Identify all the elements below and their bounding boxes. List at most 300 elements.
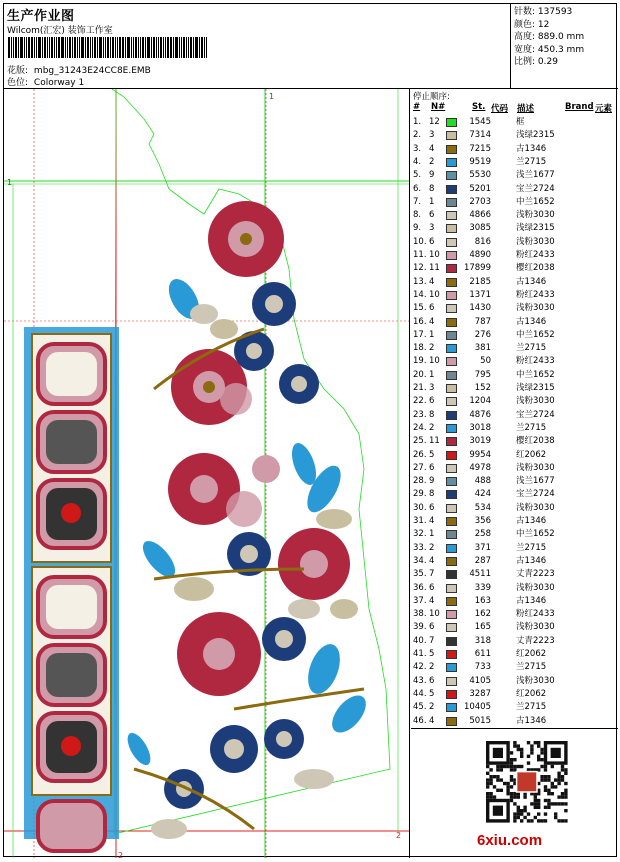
stitch-count: 1371 xyxy=(469,289,491,300)
color-swatch xyxy=(446,238,457,247)
color-swatch xyxy=(446,437,457,446)
sequence-index: 16. xyxy=(413,316,427,327)
sequence-index: 22. xyxy=(413,396,427,407)
needle-number: 12 xyxy=(429,117,440,127)
sequence-index: 25. xyxy=(413,436,427,447)
sequence-row xyxy=(411,329,618,342)
needle-number: 6 xyxy=(429,396,435,407)
stitch-count: 3019 xyxy=(469,436,491,447)
stitch-count: 258 xyxy=(474,529,491,540)
thread-description: 兰2715 xyxy=(516,422,547,433)
needle-number: 8 xyxy=(429,409,435,420)
needle-number: 5 xyxy=(429,688,435,699)
needle-number: 6 xyxy=(429,236,435,247)
color-swatch xyxy=(446,118,457,127)
stitch-count: 1545 xyxy=(469,117,491,127)
sequence-index: 37. xyxy=(413,595,427,606)
color-swatch xyxy=(446,623,457,632)
watermark-dot: . xyxy=(507,832,512,849)
color-swatch xyxy=(446,211,457,220)
sequence-index: 19. xyxy=(413,356,427,367)
stitch-count: 4511 xyxy=(469,569,491,580)
thread-description: 丈青2223 xyxy=(516,635,555,646)
spec-height: 高度: 889.0 mm xyxy=(514,32,585,43)
thread-description: 宝兰2724 xyxy=(516,183,555,194)
sequence-row xyxy=(411,715,618,728)
needle-number: 4 xyxy=(429,516,435,526)
colorway-row xyxy=(7,75,84,88)
color-swatch xyxy=(446,424,457,433)
stitch-count: 2703 xyxy=(469,196,491,207)
marker-2-bottom: 2 xyxy=(118,851,124,858)
needle-number: 2 xyxy=(429,662,435,673)
color-swatch xyxy=(446,490,457,499)
stitch-count: 787 xyxy=(474,316,491,327)
color-swatch xyxy=(446,318,457,327)
stitch-count: 9954 xyxy=(469,449,491,460)
sequence-row xyxy=(411,289,618,302)
sequence-row xyxy=(411,183,618,196)
sequence-row xyxy=(411,661,618,674)
stitch-count: 9519 xyxy=(469,156,491,167)
sequence-row xyxy=(411,249,618,262)
color-swatch xyxy=(446,384,457,393)
needle-number: 6 xyxy=(429,210,435,221)
needle-number: 4 xyxy=(429,555,435,566)
stitch-count: 371 xyxy=(474,542,491,553)
needle-number: 11 xyxy=(429,263,440,274)
thread-description: 红2062 xyxy=(516,688,547,699)
sequence-index: 1. xyxy=(413,117,422,127)
sequence-row xyxy=(411,542,618,555)
sequence-index: 20. xyxy=(413,369,427,380)
sequence-row xyxy=(411,382,618,395)
sequence-row xyxy=(411,422,618,435)
needle-number: 4 xyxy=(429,276,435,287)
stitch-count: 611 xyxy=(474,649,491,659)
sequence-index: 28. xyxy=(413,476,427,487)
stitch-count: 3018 xyxy=(469,422,491,433)
stitch-count: 1430 xyxy=(469,303,491,314)
thread-description: 粉红2433 xyxy=(516,356,555,367)
color-swatch xyxy=(446,357,457,366)
thread-description: 兰2715 xyxy=(516,662,547,673)
color-swatch xyxy=(446,131,457,140)
sequence-index: 41. xyxy=(413,649,427,659)
stitch-count: 339 xyxy=(474,582,491,593)
sequence-index: 32. xyxy=(413,529,427,540)
thread-description: 古1346 xyxy=(516,555,547,566)
sequence-index: 12. xyxy=(413,263,427,274)
color-swatch xyxy=(446,278,457,287)
stitch-count: 287 xyxy=(474,555,491,566)
thread-description: 宝兰2724 xyxy=(516,409,555,420)
needle-number: 3 xyxy=(429,223,435,234)
sequence-index: 36. xyxy=(413,582,427,593)
thread-description: 粉红2433 xyxy=(516,289,555,300)
thread-description: 浅兰1677 xyxy=(516,170,555,181)
thread-description: 古1346 xyxy=(516,595,547,606)
stitch-count: 4866 xyxy=(469,210,491,221)
stitch-count: 356 xyxy=(474,516,491,526)
sequence-row xyxy=(411,568,618,581)
stitch-count: 5201 xyxy=(469,183,491,194)
thread-description: 浅粉3030 xyxy=(516,502,555,513)
sequence-index: 9. xyxy=(413,223,422,234)
spec-width: 宽度: 450.3 mm xyxy=(514,44,585,55)
sequence-row xyxy=(411,595,618,608)
header-element: 元素 xyxy=(595,104,613,114)
needle-number: 2 xyxy=(429,156,435,167)
spec-stitches: 针数: 137593 xyxy=(514,7,573,17)
sequence-index: 17. xyxy=(413,329,427,340)
stitch-count: 17899 xyxy=(463,263,491,274)
thread-description: 浅粉3030 xyxy=(516,462,555,473)
sequence-row xyxy=(411,156,618,169)
marker-1-left: 1 xyxy=(7,178,13,187)
needle-number: 7 xyxy=(429,635,435,646)
thread-description: 兰2715 xyxy=(516,343,547,354)
sequence-index: 15. xyxy=(413,303,427,314)
barcode xyxy=(8,37,244,58)
sequence-row xyxy=(411,196,618,209)
color-swatch xyxy=(446,171,457,180)
stitch-count: 7314 xyxy=(469,130,491,141)
sequence-index: 43. xyxy=(413,675,427,686)
color-swatch xyxy=(446,198,457,207)
header-desc: 描述 xyxy=(517,104,535,114)
thread-description: 红2062 xyxy=(516,449,547,460)
needle-number: 1 xyxy=(429,529,435,540)
thread-description: 浅粉3030 xyxy=(516,210,555,221)
needle-number: 6 xyxy=(429,622,435,633)
color-swatch xyxy=(446,557,457,566)
sequence-row xyxy=(411,222,618,235)
color-swatch xyxy=(446,677,457,686)
needle-number: 9 xyxy=(429,476,435,487)
marker-2-right: 2 xyxy=(396,831,402,840)
stitch-count: 165 xyxy=(474,622,491,633)
medallions xyxy=(38,344,105,851)
color-swatch xyxy=(446,717,457,726)
stitch-count: 162 xyxy=(474,609,491,620)
sequence-row xyxy=(411,369,618,382)
watermark-tld: com xyxy=(511,832,543,849)
stitch-count: 3085 xyxy=(469,223,491,234)
needle-number: 3 xyxy=(429,383,435,393)
sequence-index: 18. xyxy=(413,343,427,354)
needle-number: 10 xyxy=(429,356,440,367)
sequence-index: 23. xyxy=(413,409,427,420)
sequence-row xyxy=(411,209,618,222)
stitch-count: 424 xyxy=(474,489,491,500)
needle-number: 1 xyxy=(429,369,435,380)
thread-description: 浅绿2315 xyxy=(516,223,555,234)
stitch-count: 381 xyxy=(474,343,491,354)
stitch-count: 3287 xyxy=(469,688,491,699)
sequence-index: 27. xyxy=(413,462,427,473)
sequence-row xyxy=(411,395,618,408)
thread-description: 红2062 xyxy=(516,649,547,659)
color-swatch xyxy=(446,185,457,194)
sequence-row xyxy=(411,116,618,129)
sequence-row xyxy=(411,582,618,595)
thread-description: 中兰1652 xyxy=(516,369,555,380)
marker-1-top: 1 xyxy=(269,92,275,101)
header-code: 代码 xyxy=(491,104,509,114)
sequence-index: 2. xyxy=(413,130,422,141)
stitch-count: 4890 xyxy=(469,250,491,260)
sequence-row xyxy=(411,435,618,448)
color-swatch xyxy=(446,530,457,539)
colorway-name: Colorway 1 xyxy=(33,78,85,88)
color-swatch xyxy=(446,570,457,579)
sequence-row xyxy=(411,635,618,648)
stitch-count: 5530 xyxy=(469,170,491,181)
sequence-index: 42. xyxy=(413,662,427,673)
sequence-index: 30. xyxy=(413,502,427,513)
embroidery-preview xyxy=(4,89,410,858)
sequence-index: 13. xyxy=(413,276,427,287)
stitch-count: 50 xyxy=(480,356,491,367)
needle-number: 2 xyxy=(429,702,435,713)
color-swatch xyxy=(446,451,457,460)
needle-number: 5 xyxy=(429,649,435,659)
sequence-row xyxy=(411,316,618,329)
sequence-row xyxy=(411,502,618,515)
stitch-count: 276 xyxy=(474,329,491,340)
color-swatch xyxy=(446,251,457,260)
thread-description: 古1346 xyxy=(516,276,547,287)
sequence-row xyxy=(411,528,618,541)
needle-number: 6 xyxy=(429,582,435,593)
thread-description: 古1346 xyxy=(516,143,547,154)
stitch-count: 4978 xyxy=(469,462,491,473)
stitch-count: 10405 xyxy=(463,702,491,713)
needle-number: 2 xyxy=(429,422,435,433)
needle-number: 6 xyxy=(429,303,435,314)
sequence-index: 21. xyxy=(413,383,427,393)
sequence-index: 11. xyxy=(413,250,427,260)
sequence-row xyxy=(411,648,618,661)
needle-number: 4 xyxy=(429,143,435,154)
sequence-index: 35. xyxy=(413,569,427,580)
needle-number: 6 xyxy=(429,462,435,473)
thread-description: 浅粉3030 xyxy=(516,622,555,633)
sequence-row xyxy=(411,276,618,289)
thread-description: 浅绿2315 xyxy=(516,130,555,141)
sequence-row xyxy=(411,675,618,688)
spec-scale: 比例: 0.29 xyxy=(514,57,558,68)
color-swatch xyxy=(446,291,457,300)
sequence-row xyxy=(411,515,618,528)
needle-number: 4 xyxy=(429,715,435,726)
stitch-count: 795 xyxy=(474,369,491,380)
color-swatch xyxy=(446,331,457,340)
thread-description: 中兰1652 xyxy=(516,196,555,207)
color-swatch xyxy=(446,504,457,513)
stop-sequence-header xyxy=(411,102,618,114)
thread-description: 兰2715 xyxy=(516,156,547,167)
sequence-index: 46. xyxy=(413,715,427,726)
color-swatch xyxy=(446,544,457,553)
stitch-count: 163 xyxy=(474,595,491,606)
production-sheet xyxy=(3,3,617,857)
sequence-row xyxy=(411,449,618,462)
stitch-count: 4876 xyxy=(469,409,491,420)
needle-number: 1 xyxy=(429,196,435,207)
color-swatch xyxy=(446,224,457,233)
thread-description: 宝兰2724 xyxy=(516,489,555,500)
sequence-row xyxy=(411,462,618,475)
sequence-row xyxy=(411,143,618,156)
needle-number: 11 xyxy=(429,436,440,447)
stop-sequence-title: 停止顺序: xyxy=(413,92,450,102)
stitch-count: 152 xyxy=(474,383,491,393)
color-swatch xyxy=(446,517,457,526)
thread-description: 古1346 xyxy=(516,516,547,526)
header-panel xyxy=(4,4,511,89)
sequence-index: 5. xyxy=(413,170,422,181)
header-brand: Brand xyxy=(565,102,594,112)
needle-number: 9 xyxy=(429,170,435,181)
needle-number: 2 xyxy=(429,542,435,553)
color-swatch xyxy=(446,145,457,154)
sequence-row xyxy=(411,475,618,488)
stitch-count: 816 xyxy=(474,236,491,247)
thread-description: 古1346 xyxy=(516,316,547,327)
thread-description: 兰2715 xyxy=(516,542,547,553)
color-swatch xyxy=(446,650,457,659)
sequence-row xyxy=(411,355,618,368)
header-num: # xyxy=(413,102,421,112)
sequence-index: 26. xyxy=(413,449,427,460)
thread-description: 中兰1652 xyxy=(516,529,555,540)
sequence-index: 40. xyxy=(413,635,427,646)
color-swatch xyxy=(446,584,457,593)
color-swatch xyxy=(446,344,457,353)
thread-description: 丈青2223 xyxy=(516,569,555,580)
design-filename: mbg_31243E24CC8E.EMB xyxy=(33,66,151,76)
color-swatch xyxy=(446,264,457,273)
sequence-row xyxy=(411,262,618,275)
sheet-title: 生产作业图 xyxy=(7,9,75,24)
sequence-index: 38. xyxy=(413,609,427,620)
sequence-index: 10. xyxy=(413,236,427,247)
sequence-row xyxy=(411,488,618,501)
thread-description: 浅粉3030 xyxy=(516,396,555,407)
sequence-row xyxy=(411,555,618,568)
design-artwork xyxy=(4,89,410,858)
color-swatch xyxy=(446,411,457,420)
sequence-index: 33. xyxy=(413,542,427,553)
sequence-row xyxy=(411,621,618,634)
needle-number: 7 xyxy=(429,569,435,580)
color-swatch xyxy=(446,477,457,486)
header-needle: N# xyxy=(431,102,446,112)
sequence-index: 7. xyxy=(413,196,422,207)
needle-number: 8 xyxy=(429,489,435,500)
design-label: 花版: xyxy=(7,66,29,76)
thread-description: 兰2715 xyxy=(516,702,547,713)
color-swatch xyxy=(446,610,457,619)
stitch-count: 2185 xyxy=(469,276,491,287)
color-swatch xyxy=(446,637,457,646)
sequence-index: 29. xyxy=(413,489,427,500)
stitch-count: 5015 xyxy=(469,715,491,726)
thread-description: 浅粉3030 xyxy=(516,236,555,247)
thread-description: 樱红2038 xyxy=(516,436,555,447)
sequence-row xyxy=(411,608,618,621)
needle-number: 10 xyxy=(429,250,440,260)
thread-description: 框 xyxy=(516,117,525,127)
watermark-brand: 6xiu xyxy=(477,832,508,849)
needle-number: 4 xyxy=(429,316,435,327)
stitch-count: 1204 xyxy=(469,396,491,407)
rose-flowers xyxy=(168,201,350,696)
needle-number: 10 xyxy=(429,289,440,300)
spec-colors: 颜色: 12 xyxy=(514,19,550,30)
color-swatch xyxy=(446,304,457,313)
sequence-row xyxy=(411,701,618,714)
sequence-index: 44. xyxy=(413,688,427,699)
sequence-row xyxy=(411,342,618,355)
sequence-row xyxy=(411,688,618,701)
thread-description: 浅粉3030 xyxy=(516,675,555,686)
site-watermark xyxy=(477,832,542,849)
color-swatch xyxy=(446,158,457,167)
needle-number: 4 xyxy=(429,595,435,606)
needle-number: 3 xyxy=(429,130,435,141)
sequence-index: 39. xyxy=(413,622,427,633)
stitch-count: 7215 xyxy=(469,143,491,154)
stitch-count: 733 xyxy=(474,662,491,673)
company-name: Wilcom(汇宏) 装饰工作室 xyxy=(7,26,113,36)
sequence-row xyxy=(411,302,618,315)
sequence-row xyxy=(411,236,618,249)
thread-description: 浅粉3030 xyxy=(516,303,555,314)
needle-number: 8 xyxy=(429,183,435,194)
specs-panel xyxy=(511,4,618,89)
sequence-index: 8. xyxy=(413,210,422,221)
needle-number: 6 xyxy=(429,502,435,513)
sequence-index: 45. xyxy=(413,702,427,713)
stitch-count: 318 xyxy=(474,635,491,646)
sequence-index: 3. xyxy=(413,143,422,154)
thread-description: 粉红2433 xyxy=(516,250,555,260)
color-swatch xyxy=(446,371,457,380)
stitch-count: 534 xyxy=(474,502,491,513)
thread-description: 樱红2038 xyxy=(516,263,555,274)
needle-number: 10 xyxy=(429,609,440,620)
needle-number: 6 xyxy=(429,675,435,686)
sequence-row xyxy=(411,129,618,142)
color-swatch xyxy=(446,397,457,406)
color-swatch xyxy=(446,464,457,473)
sequence-index: 34. xyxy=(413,555,427,566)
sequence-index: 14. xyxy=(413,289,427,300)
thread-description: 浅兰1677 xyxy=(516,476,555,487)
thread-description: 浅粉3030 xyxy=(516,582,555,593)
thread-description: 古1346 xyxy=(516,715,547,726)
color-swatch xyxy=(446,703,457,712)
sequence-row xyxy=(411,409,618,422)
stitch-count: 4105 xyxy=(469,675,491,686)
header-stitches: St. xyxy=(472,102,486,112)
sequence-row xyxy=(411,169,618,182)
needle-number: 1 xyxy=(429,329,435,340)
color-swatch xyxy=(446,690,457,699)
